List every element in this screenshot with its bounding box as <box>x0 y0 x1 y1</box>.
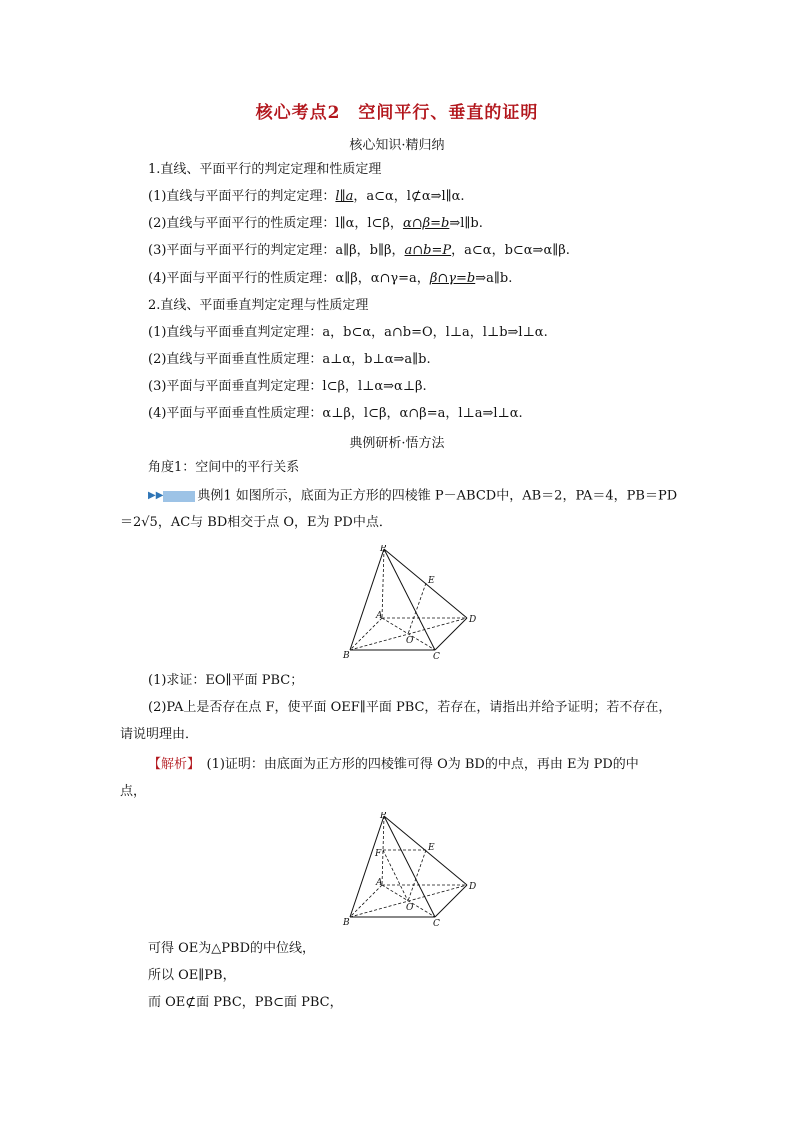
label-C: C <box>433 652 440 662</box>
solution-line-1: 【解析】 (1)证明：由底面为正方形的四棱锥可得 O为 BD的中点，再由 E为 PD的中 <box>148 757 639 772</box>
edge-PB <box>350 549 384 650</box>
solution-tag: 【解析】 <box>148 757 194 772</box>
example-line-1: ▶▶ 典例1 如图所示，底面为正方形的四棱锥 P－ABCD中，AB＝2，PA＝4，PB＝PD <box>148 488 678 504</box>
heading-parallel-theorems: 1.直线、平面平行的判定定理和性质定理 <box>148 162 382 177</box>
label-B: B <box>343 918 350 928</box>
label-F: F <box>375 849 382 859</box>
theorem-line-5: (1)直线与平面垂直判定定理：a，b⊂α，a∩b=O，l⊥a，l⊥b⇒l⊥α. <box>148 325 548 340</box>
pyramid-figure-1 <box>342 545 482 665</box>
blank-answer: l∥a <box>335 189 354 204</box>
label-E: E <box>428 576 435 586</box>
example-tag <box>163 491 195 502</box>
question-2-line-2: 请说明理由． <box>120 727 199 742</box>
solution-line-2: 点， <box>120 784 147 799</box>
label-B: B <box>343 651 350 661</box>
label-A: A <box>376 611 383 621</box>
angle-heading: 角度1：空间中的平行关系 <box>148 460 300 475</box>
theorem-line-7: (3)平面与平面垂直判定定理：l⊂β，l⊥α⇒α⊥β. <box>148 379 427 394</box>
label-C: C <box>433 919 440 929</box>
theorem-line-2: (2)直线与平面平行的性质定理：l∥α，l⊂β，α∩β=b⇒l∥b. <box>148 216 483 231</box>
section-heading-examples: 典例研析·悟方法 <box>349 436 445 451</box>
label-O: O <box>406 903 414 913</box>
label-E: E <box>428 843 435 853</box>
page-title: 核心考点2 空间平行、垂直的证明 <box>255 103 539 123</box>
edge-CD <box>435 885 467 917</box>
label-D: D <box>469 882 477 892</box>
edge-PA <box>382 549 384 618</box>
label-P: P <box>380 545 387 554</box>
label-A: A <box>376 878 383 888</box>
label-D: D <box>469 615 477 625</box>
question-2-line-1: (2)PA上是否存在点 F，使平面 OEF∥平面 PBC，若存在，请指出并给予证明；若不存在， <box>148 700 672 715</box>
conclusion-line-3: 而 OE⊄面 PBC，PB⊂面 PBC， <box>148 995 343 1010</box>
blank-answer: β∩γ=b <box>429 271 476 286</box>
pyramid-figure-2 <box>342 812 482 932</box>
heading-perpendicular-theorems: 2.直线、平面垂直判定定理与性质定理 <box>148 298 369 313</box>
conclusion-line-1: 可得 OE为△PBD的中位线， <box>148 941 316 956</box>
theorem-line-3: (3)平面与平面平行的判定定理：a∥β，b∥β，a∩b=P，a⊂α，b⊂α⇒α∥β. <box>148 243 570 258</box>
edge-AB <box>350 885 382 917</box>
section-heading-knowledge: 核心知识·精归纳 <box>349 138 445 153</box>
edge-CD <box>435 618 467 650</box>
edge-PB <box>350 816 384 917</box>
question-1: (1)求证：EO∥平面 PBC； <box>148 673 304 688</box>
play-arrow-icon: ▶▶ <box>148 490 164 501</box>
label-O: O <box>406 636 414 646</box>
blank-answer: α∩β=b <box>402 216 450 231</box>
example-line-2: ＝2√5，AC与 BD相交于点 O，E为 PD中点． <box>120 515 392 530</box>
theorem-line-4: (4)平面与平面平行的性质定理：α∥β，α∩γ=a，β∩γ=b⇒a∥b. <box>148 271 513 286</box>
label-P: P <box>380 812 387 821</box>
conclusion-line-2: 所以 OE∥PB， <box>148 968 236 983</box>
edge-AB <box>350 618 382 650</box>
theorem-line-6: (2)直线与平面垂直性质定理：a⊥α，b⊥α⇒a∥b. <box>148 352 431 367</box>
theorem-line-8: (4)平面与平面垂直性质定理：α⊥β，l⊂β，α∩β=a，l⊥a⇒l⊥α. <box>148 406 523 421</box>
theorem-line-1: (1)直线与平面平行的判定定理：l∥a，a⊂α，l⊄α⇒l∥α. <box>148 189 465 204</box>
blank-answer: a∩b=P <box>404 243 452 258</box>
